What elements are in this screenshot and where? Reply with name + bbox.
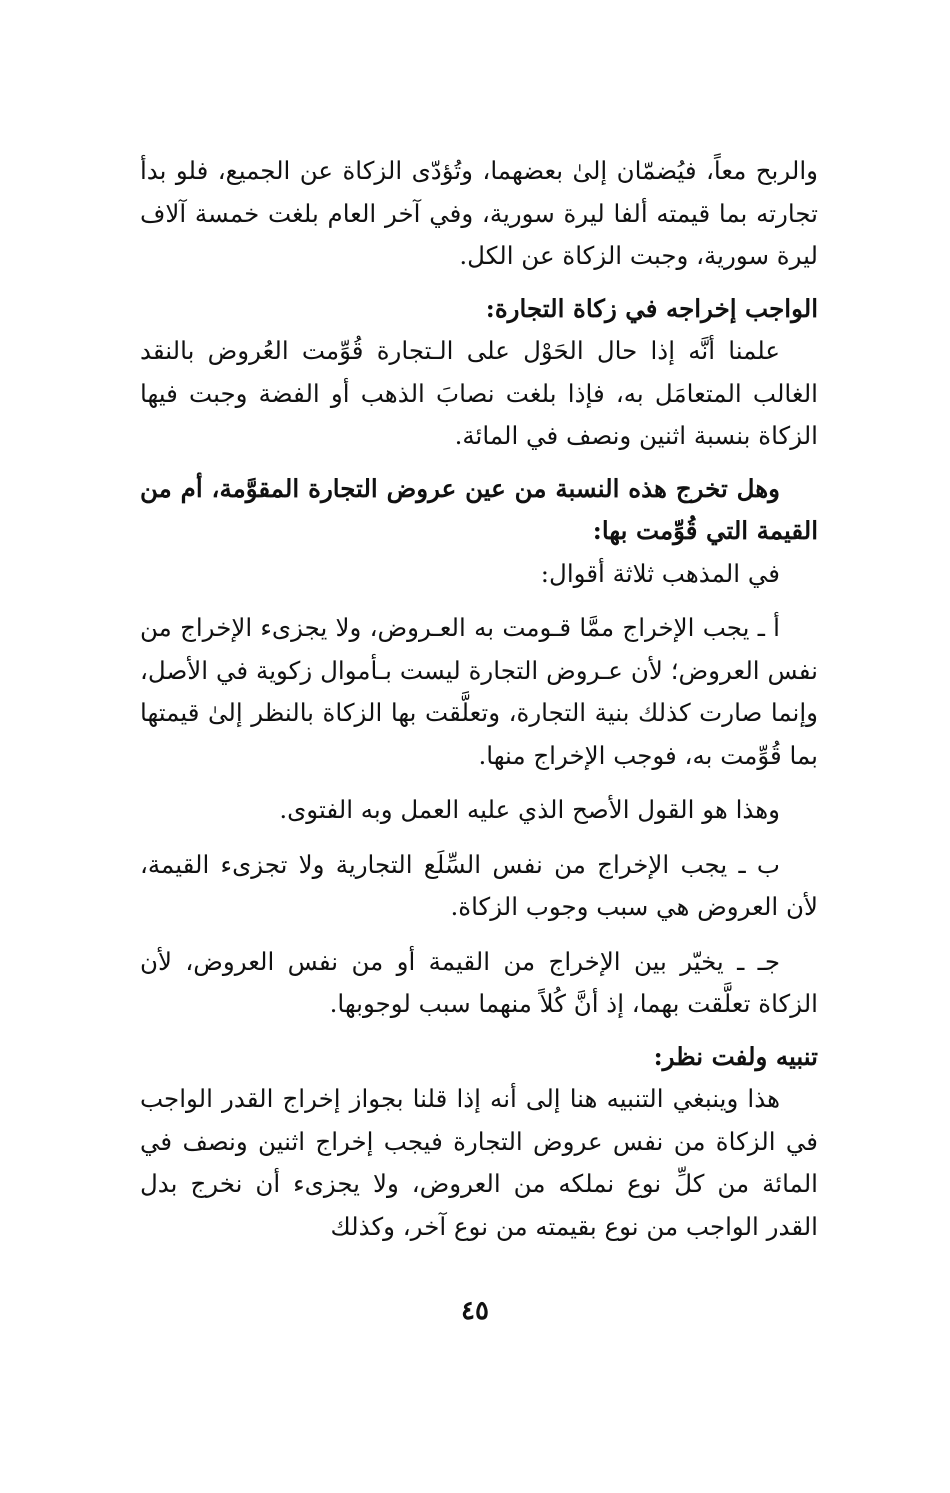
paragraph-preferred-opinion: وهذا هو القول الأصح الذي عليه العمل وبه الفتوى.: [279, 795, 780, 824]
paragraph-valuation: علمنا أنَّه إذا حال الحَوْل على الـتجارة قُوِّمت العُروض بالنقد الغالب المتعامَل به، فإذا بلغت نصابَ الذهب أو الفضة وجبت فيها الزكاة بنسبة اثنين ونصف في المائة.: [140, 336, 818, 450]
page-body: [140, 150, 818, 1248]
paragraph-profit-combined: والربح معاً، فيُضمّان إلىٰ بعضهما، وتُؤدّى الزكاة عن الجميع، فلو بدأ تجارته بما قيمته ألفا ليرة سورية، وفي آخر العام بلغت خمسة آلاف ليرة سورية، وجبت الزكاة عن الكل.: [140, 156, 818, 270]
heading-notice: تنبيه ولفت نظر:: [653, 1041, 818, 1071]
paragraph-opinion-c: جـ ـ يخيّر بين الإخراج من القيمة أو من نفس العروض، لأن الزكاة تعلَّقت بهما، إذ أنَّ كُلاً منهما سبب لوجوبها.: [140, 946, 818, 1018]
paragraph-opinion-b: ب ـ يجب الإخراج من نفس السِّلَع التجارية ولا تجزىء القيمة، لأن العروض هي سبب وجوب الزكاة.: [140, 849, 818, 921]
paragraph-notice: هذا وينبغي التنبيه هنا إلى أنه إذا قلنا بجواز إخراج القدر الواجب في الزكاة من نفس عروض التجارة فيجب إخراج اثنين ونصف في المائة من كلِّ نوع نملكه من العروض، ولا يجزىء أن نخرج بدل القدر الواجب من نوع بقيمته من نوع آخر، وكذلك: [140, 1084, 818, 1241]
page-number: ٤٥: [461, 1296, 489, 1326]
paragraph-opinion-a: أ ـ يجب الإخراج ممَّا قـومت به العـروض، ولا يجزىء الإخراج من نفس العروض؛ لأن عـروض التجارة ليست بـأموال زكوية في الأصل، وإنما صارت كذلك بنية التجارة، وتعلَّقت بها الزكاة بالنظر إلىٰ قيمتها بما قُوِّمت به، فوجب الإخراج منها.: [140, 613, 818, 770]
heading-question-source: وهل تخرج هذه النسبة من عين عروض التجارة المقوَّمة، أم من القيمة التي قُوِّمت بها:: [140, 473, 818, 545]
heading-obligatory-amount: الواجب إخراجه في زكاة التجارة:: [485, 293, 818, 323]
paragraph-three-opinions: في المذهب ثلاثة أقوال:: [540, 558, 780, 588]
